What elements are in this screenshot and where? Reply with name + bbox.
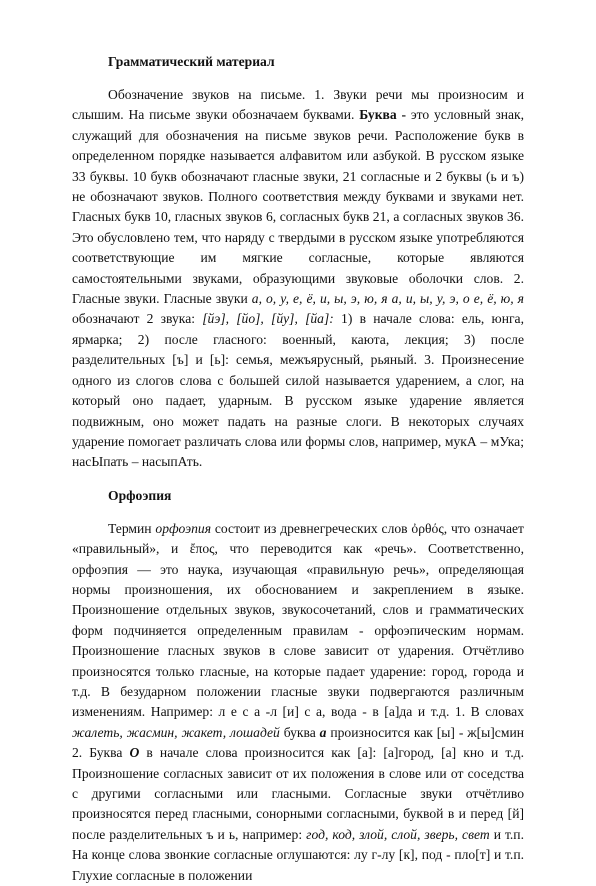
- text-run: обозначают 2 звука:: [72, 311, 203, 327]
- text-run: Обозначение звуков на письме. 1. Звуки речи мы произносим и слышим. На письме звуки обозначаем буквами.: [72, 87, 524, 123]
- paragraph-grammar: [72, 85, 524, 473]
- paragraph-orthoepy: [72, 519, 524, 886]
- italic-word-examples: жалеть, жасмин, жакет, лошадей: [72, 724, 280, 740]
- italic-term-orthoepy: орфоэпия: [155, 520, 212, 536]
- italic-consonant-examples: год, код, злой, слой, зверь, свет: [306, 826, 490, 842]
- italic-vowel-list: а, о, у, е, ё, и, ы, э, ю, я а, и, ы, у, э, о е, ё, ю, я: [251, 291, 524, 307]
- text-run: Термин: [108, 520, 156, 536]
- section-heading-grammar: Грамматический материал: [108, 54, 275, 69]
- bold-italic-letter-o: О: [129, 745, 140, 761]
- bold-term-letter: Буква -: [359, 107, 407, 123]
- text-run: произносится как [ы] - ж[ы]смин 2. Буква: [72, 724, 524, 761]
- text-run: 1) в начале слова: ель, юнга, ярмарка; 2) после гласного: военный, каюта, лекция; 3) после разделительных [ъ] и [ь]: семья, межъярусный, рьяный. 3. Произнесение одного из слогов слова с большей силой называется ударением, а слог, на который оно падает, ударным. В русском языке ударение является подвижным, оно может падать на разные слоги. В некоторых случаях ударение помогает различать слова или формы слов, например, мукА – мУка; насЫпать – насыпАть.: [72, 311, 524, 470]
- text-run: это условный знак, служащий для обозначения на письме звуков речи. Расположение букв в определенном порядке называется алфавитом или азбукой. В русском языке 33 буквы. 10 букв обозначают гласные звуки, 21 согласные и 2 буквы (ь и ъ) не обозначают звуков. Полного соответствия между буквами и звуками нет. Гласных букв 10, гласных звуков 6, согласных букв 21, а согласных звуков 36. Это обусловлено тем, что наряду с твердыми в русском языке употребляются соответствующие им мягкие согласные, которые являются самостоятельными звуками, образующими звуковые оболочки слов. 2. Гласные звуки. Гласные звуки: [72, 107, 525, 307]
- italic-transcription: [йэ], [йо], [йу], [йа]:: [202, 311, 334, 327]
- text-run: состоит из древнегреческих слов ὀρθός, что означает «правильный», и ἔπος, что переводится как «речь». Соответственно, орфоэпия — это наука, изучающая «правильную речь», определяющая нормы произношения, их обоснованием и закреплением в языке. Произношение отдельных звуков, звукосочетаний, слов и грамматических форм подчиняется определенным правилам - орфоэпическим нормам. Произношение гласных звуков в слове зависит от ударения. Отчётливо произносятся только гласные, на которые падает ударение: город, города и т.д. В безударном положении гласные звуки подвергаются различным изменениям. Например: л е с а -л [и] с а, вода - в [а]да и т.д. 1. В словах: [72, 520, 524, 720]
- text-run: и т.п. На конце слова звонкие согласные оглушаются: лу г-лу [к], под - пло[т] и т.п. Глухие согласные в положении: [72, 826, 524, 883]
- bold-italic-letter-a: а: [319, 724, 327, 740]
- text-run: в начале слова произносится как [а]: [а]город, [а] кно и т.д. Произношение согласных зависит от их положения в слове или от соседства с другими согласными или гласными. Согласные звуки отчётливо произносятся перед гласными, сонорными согласными, буквой в и перед [й] после разделительных ъ и ь, например:: [72, 745, 524, 842]
- page-content: [72, 52, 524, 886]
- text-run: буква: [279, 724, 320, 740]
- section-heading-orthoepy: Орфоэпия: [108, 487, 172, 503]
